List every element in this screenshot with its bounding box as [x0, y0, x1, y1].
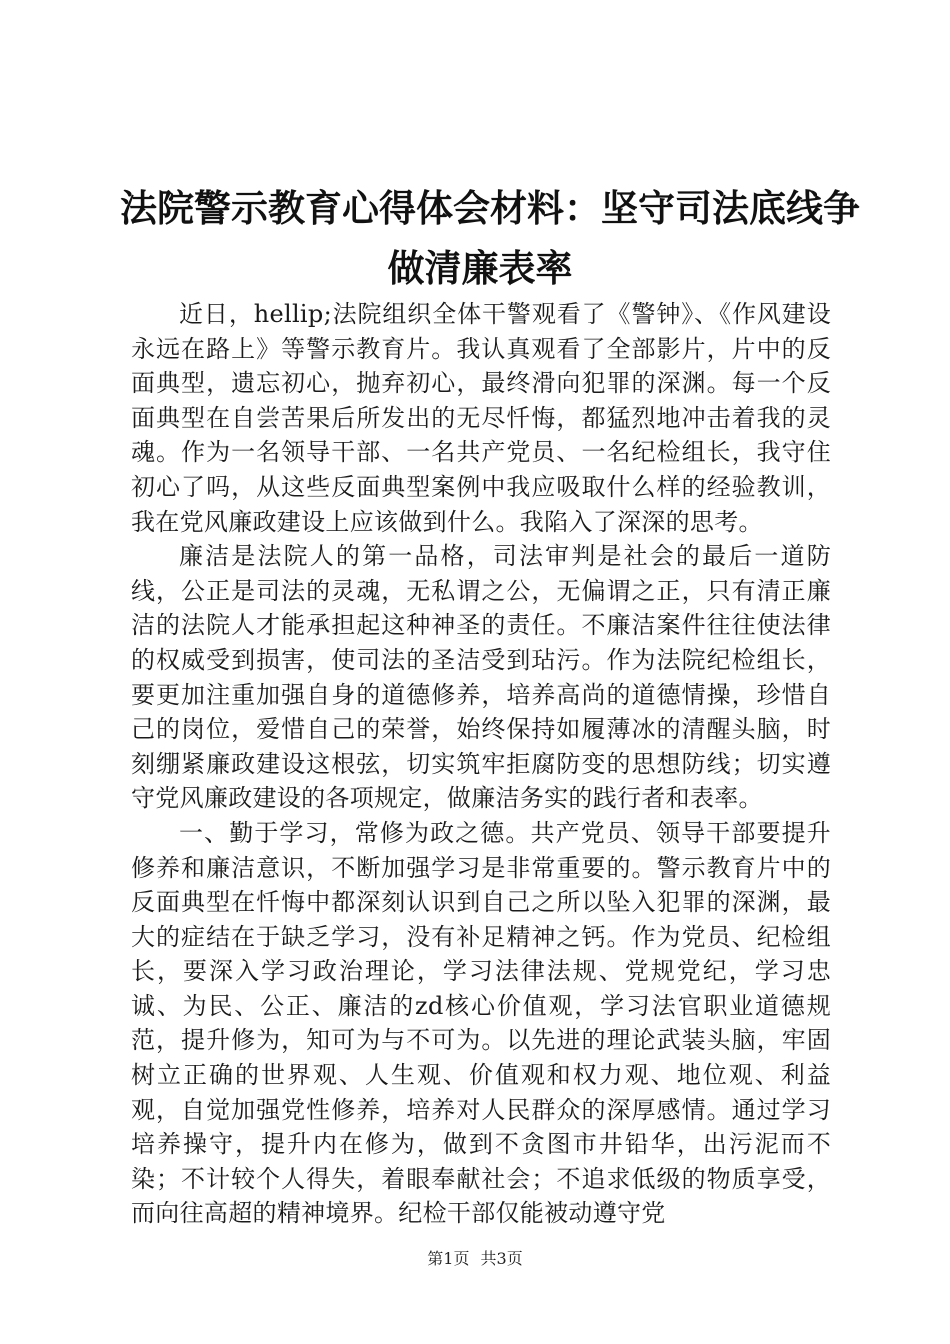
document-title-line-1: 法院警示教育心得体会材料：坚守司法底线争 [120, 187, 860, 230]
document-title-line-2: 做清廉表率 [387, 247, 573, 290]
page-total: 共3页 [480, 1249, 523, 1268]
paragraph-3: 一、勤于学习，常修为政之德。共产党员、领导干部要提升修养和廉洁意识，不断加强学习是非常重要的。警示教育片中的反面典型在忏悔中都深刻认识到自己之所以坠入犯罪的深渊，最大的症结在于缺乏学习，没有补足精神之钙。作为党员、纪检组长，要深入学习政治理论，学习法律法规、党规党纪，学习忠诚、为民、公正、廉洁的zd核心价值观，学习法官职业道德规范，提升修为，知可为与不可为。以先进的理论武装头脑，牢固树立正确的世界观、人生观、价值观和权力观、地位观、利益观，自觉加强党性修养，培养对人民群众的深厚感情。通过学习培养操守，提升内在修为，做到不贪图市井铅华，出污泥而不染；不计较个人得失，着眼奉献社会；不追求低级的物质享受，而向往高超的精神境界。纪检干部仅能被动遵守党 [131, 818, 831, 1228]
paragraph-2: 廉洁是法院人的第一品格，司法审判是社会的最后一道防线，公正是司法的灵魂，无私谓之公，无偏谓之正，只有清正廉洁的法院人才能承担起这种神圣的责任。不廉洁案件往往使法律的权威受到损害，使司法的圣洁受到玷污。作为法院纪检组长，要更加注重加强自身的道德修养，培养高尚的道德情操，珍惜自己的岗位，爱惜自己的荣誉，始终保持如履薄冰的清醒头脑，时刻绷紧廉政建设这根弦，切实筑牢拒腐防变的思想防线；切实遵守党风廉政建设的各项规定，做廉洁务实的践行者和表率。 [131, 542, 831, 813]
page-number: 第1页 [427, 1249, 470, 1268]
document-body [131, 297, 831, 1231]
page-footer [0, 1246, 950, 1269]
paragraph-1: 近日，hellip;法院组织全体干警观看了《警钟》、《作风建设永远在路上》等警示教育片。我认真观看了全部影片，片中的反面典型，遗忘初心，抛弃初心，最终滑向犯罪的深渊。每一个反面典型在自尝苦果后所发出的无尽忏悔，都猛烈地冲击着我的灵魂。作为一名领导干部、一名共产党员、一名纪检组长，我守住初心了吗，从这些反面典型案例中我应吸取什么样的经验教训，我在党风廉政建设上应该做到什么。我陷入了深深的思考。 [131, 300, 831, 536]
